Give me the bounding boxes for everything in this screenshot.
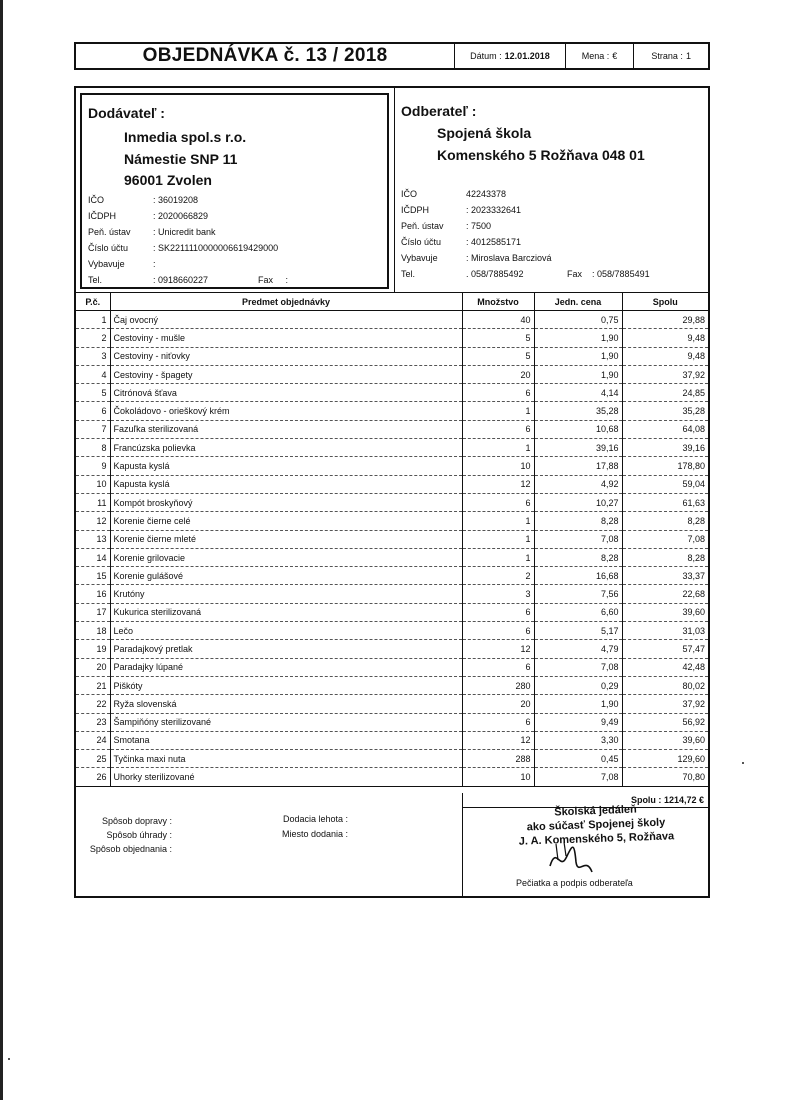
grand-total-label: Spolu : [630,795,662,805]
item-name: Paradajky lúpané [110,658,462,676]
delivery-label: Dodacia lehota : [282,814,348,824]
quantity: 3 [462,585,534,603]
line-total: 8,28 [622,548,708,566]
customer-icdph: IČDPH : 2023332641 [401,205,522,215]
scan-edge [0,0,3,1100]
customer-bank: Peň. ústav : 7500 [401,221,492,231]
unit-price: 7,08 [534,768,622,786]
row-index: 10 [76,475,110,493]
table-row [76,695,708,713]
page-value: 1 [685,51,691,61]
customer-account: Číslo účtu : 4012585171 [401,237,522,247]
table-row [76,768,708,786]
line-total: 7,08 [622,530,708,548]
row-index: 3 [76,347,110,365]
supplier-city: 96001 Zvolen [124,172,212,188]
unit-price: 0,29 [534,676,622,694]
row-index: 15 [76,567,110,585]
table-row [76,347,708,365]
quantity: 5 [462,347,534,365]
line-total: 59,04 [622,475,708,493]
col-header-item: Predmet objednávky [110,293,462,311]
quantity: 12 [462,731,534,749]
item-name: Šampiňóny sterilizované [110,713,462,731]
unit-price: 10,68 [534,420,622,438]
quantity: 1 [462,548,534,566]
item-name: Korenie gulášové [110,567,462,585]
line-total: 56,92 [622,713,708,731]
quantity: 2 [462,567,534,585]
row-index: 19 [76,640,110,658]
quantity: 280 [462,676,534,694]
supplier-fax: Fax : [258,275,289,285]
row-index: 12 [76,512,110,530]
quantity: 1 [462,439,534,457]
unit-price: 16,68 [534,567,622,585]
quantity: 20 [462,695,534,713]
supplier-tel: Tel. : 0918660227 [88,275,209,285]
line-total: 178,80 [622,457,708,475]
line-total: 42,48 [622,658,708,676]
unit-price: 7,08 [534,530,622,548]
row-index: 2 [76,329,110,347]
currency-label: Mena : [581,51,610,61]
quantity: 6 [462,384,534,402]
row-index: 18 [76,622,110,640]
line-total: 39,60 [622,603,708,621]
supplier-street: Námestie SNP 11 [124,151,238,167]
row-index: 11 [76,493,110,511]
scan-speck [742,762,744,764]
table-row [76,676,708,694]
supplier-account: Číslo účtu : SK2211110000006619429000 [88,243,279,253]
unit-price: 17,88 [534,457,622,475]
col-header-total: Spolu [622,293,708,311]
unit-price: 35,28 [534,402,622,420]
row-index: 16 [76,585,110,603]
quantity: 6 [462,603,534,621]
date-cell [455,44,565,68]
supplier-section [76,88,394,292]
table-row [76,365,708,383]
unit-price: 5,17 [534,622,622,640]
unit-price: 0,45 [534,750,622,768]
quantity: 12 [462,640,534,658]
order-form [74,86,710,898]
quantity: 10 [462,768,534,786]
place-label: Miesto dodania : [281,829,348,839]
row-index: 6 [76,402,110,420]
line-total: 61,63 [622,493,708,511]
line-total: 39,60 [622,731,708,749]
unit-price: 0,75 [534,311,622,329]
signature-mark [546,836,616,880]
row-index: 1 [76,311,110,329]
row-index: 24 [76,731,110,749]
line-total: 64,08 [622,420,708,438]
table-row [76,512,708,530]
supplier-handler: Vybavuje : [88,259,156,269]
row-index: 17 [76,603,110,621]
line-total: 24,85 [622,384,708,402]
line-total: 22,68 [622,585,708,603]
line-total: 8,28 [622,512,708,530]
page-cell [634,44,708,68]
item-name: Cestoviny - mušle [110,329,462,347]
items-header-row [76,293,708,311]
supplier-ico: IČO : 36019208 [88,195,199,205]
supplier-bank: Peň. ústav : Unicredit bank [88,227,216,237]
item-name: Francúzska polievka [110,439,462,457]
table-row [76,493,708,511]
row-index: 5 [76,384,110,402]
item-name: Lečo [110,622,462,640]
quantity: 6 [462,420,534,438]
page-label: Strana : [651,51,683,61]
item-name: Krutóny [110,585,462,603]
table-row [76,750,708,768]
quantity: 288 [462,750,534,768]
order-title: OBJEDNÁVKA č. 13 / 2018 [76,44,455,68]
line-total: 57,47 [622,640,708,658]
unit-price: 39,16 [534,439,622,457]
items-body [76,311,708,787]
item-name: Kapusta kyslá [110,475,462,493]
row-index: 14 [76,548,110,566]
row-index: 22 [76,695,110,713]
scan-speck [8,1058,10,1060]
unit-price: 4,14 [534,384,622,402]
quantity: 6 [462,658,534,676]
table-row [76,329,708,347]
quantity: 6 [462,622,534,640]
line-total: 33,37 [622,567,708,585]
unit-price: 7,08 [534,658,622,676]
payment-label: Spôsob úhrady : [106,830,172,840]
row-index: 20 [76,658,110,676]
unit-price: 4,79 [534,640,622,658]
line-total: 39,16 [622,439,708,457]
footer-divider [462,806,463,896]
grand-total-value: 1214,72 € [663,795,704,805]
row-index: 8 [76,439,110,457]
item-name: Uhorky sterilizované [110,768,462,786]
unit-price: 1,90 [534,329,622,347]
currency-value: € [612,51,618,61]
line-total: 70,80 [622,768,708,786]
quantity: 10 [462,457,534,475]
row-index: 13 [76,530,110,548]
line-total: 129,60 [622,750,708,768]
item-name: Čokoládovo - orieškový krém [110,402,462,420]
quantity: 12 [462,475,534,493]
supplier-icdph: IČDPH : 2020066829 [88,211,209,221]
unit-price: 9,49 [534,713,622,731]
item-name: Korenie grilovacie [110,548,462,566]
table-row [76,731,708,749]
table-row [76,658,708,676]
item-name: Paradajkový pretlak [110,640,462,658]
item-name: Cestoviny - špagety [110,365,462,383]
line-total: 29,88 [622,311,708,329]
item-name: Smotana [110,731,462,749]
col-header-quantity: Množstvo [462,293,534,311]
supplier-box [80,93,389,289]
table-row [76,311,708,329]
quantity: 1 [462,402,534,420]
signature-caption: Pečiatka a podpis odberateľa [516,878,633,888]
table-row [76,475,708,493]
table-row [76,402,708,420]
unit-price: 1,90 [534,365,622,383]
customer-ico: IČO 42243378 [401,189,507,199]
supplier-name: Inmedia spol.s r.o. [124,129,247,145]
item-name: Korenie čierne mleté [110,530,462,548]
row-index: 7 [76,420,110,438]
row-index: 21 [76,676,110,694]
row-index: 4 [76,365,110,383]
line-total: 31,03 [622,622,708,640]
unit-price: 1,90 [534,695,622,713]
line-total: 37,92 [622,695,708,713]
customer-section [394,88,708,292]
item-name: Ryža slovenská [110,695,462,713]
item-name: Piškóty [110,676,462,694]
row-index: 23 [76,713,110,731]
line-total: 37,92 [622,365,708,383]
quantity: 20 [462,365,534,383]
unit-price: 8,28 [534,512,622,530]
date-label: Dátum : [470,51,502,61]
table-row [76,585,708,603]
table-row [76,420,708,438]
line-total: 35,28 [622,402,708,420]
unit-price: 10,27 [534,493,622,511]
order-header [74,42,710,70]
table-row [76,713,708,731]
row-index: 25 [76,750,110,768]
transport-label: Spôsob dopravy : [101,816,172,826]
currency-cell [566,44,635,68]
item-name: Fazuľka sterilizovaná [110,420,462,438]
quantity: 1 [462,512,534,530]
table-row [76,384,708,402]
table-row [76,567,708,585]
table-row [76,457,708,475]
item-name: Kompót broskyňový [110,493,462,511]
item-name: Čaj ovocný [110,311,462,329]
date-value: 12.01.2018 [504,51,550,61]
quantity: 40 [462,311,534,329]
item-name: Cestoviny - niťovky [110,347,462,365]
quantity: 1 [462,530,534,548]
col-header-unit-price: Jedn. cena [534,293,622,311]
table-row [76,603,708,621]
unit-price: 4,92 [534,475,622,493]
table-row [76,548,708,566]
item-name: Korenie čierne celé [110,512,462,530]
item-name: Kapusta kyslá [110,457,462,475]
quantity: 6 [462,493,534,511]
table-row [76,640,708,658]
customer-handler: Vybavuje : Miroslava Barcziová [401,253,552,263]
line-total: 80,02 [622,676,708,694]
table-row [76,622,708,640]
quantity: 6 [462,713,534,731]
unit-price: 6,60 [534,603,622,621]
items-table [76,292,708,787]
customer-name: Spojená škola [437,125,532,141]
unit-price: 7,56 [534,585,622,603]
row-index: 9 [76,457,110,475]
unit-price: 3,30 [534,731,622,749]
table-row [76,439,708,457]
supplier-heading: Dodávateľ : [88,105,165,121]
customer-fax: Fax : 058/7885491 [567,269,650,279]
line-total: 9,48 [622,329,708,347]
unit-price: 1,90 [534,347,622,365]
table-row [76,530,708,548]
col-header-index: P.č. [76,293,110,311]
customer-address: Komenského 5 Rožňava 048 01 [437,147,645,163]
customer-tel: Tel. . 058/7885492 [401,269,524,279]
item-name: Tyčinka maxi nuta [110,750,462,768]
item-name: Kukurica sterilizovaná [110,603,462,621]
quantity: 5 [462,329,534,347]
customer-stamp: Školská jedáleň ako súčasť Spojenej školy J. A. Komenského 5, Rožňava [518,803,675,848]
unit-price: 8,28 [534,548,622,566]
item-name: Citrónová šťava [110,384,462,402]
row-index: 26 [76,768,110,786]
customer-heading: Odberateľ : [401,103,477,119]
order-method-label: Spôsob objednania : [89,844,172,854]
line-total: 9,48 [622,347,708,365]
